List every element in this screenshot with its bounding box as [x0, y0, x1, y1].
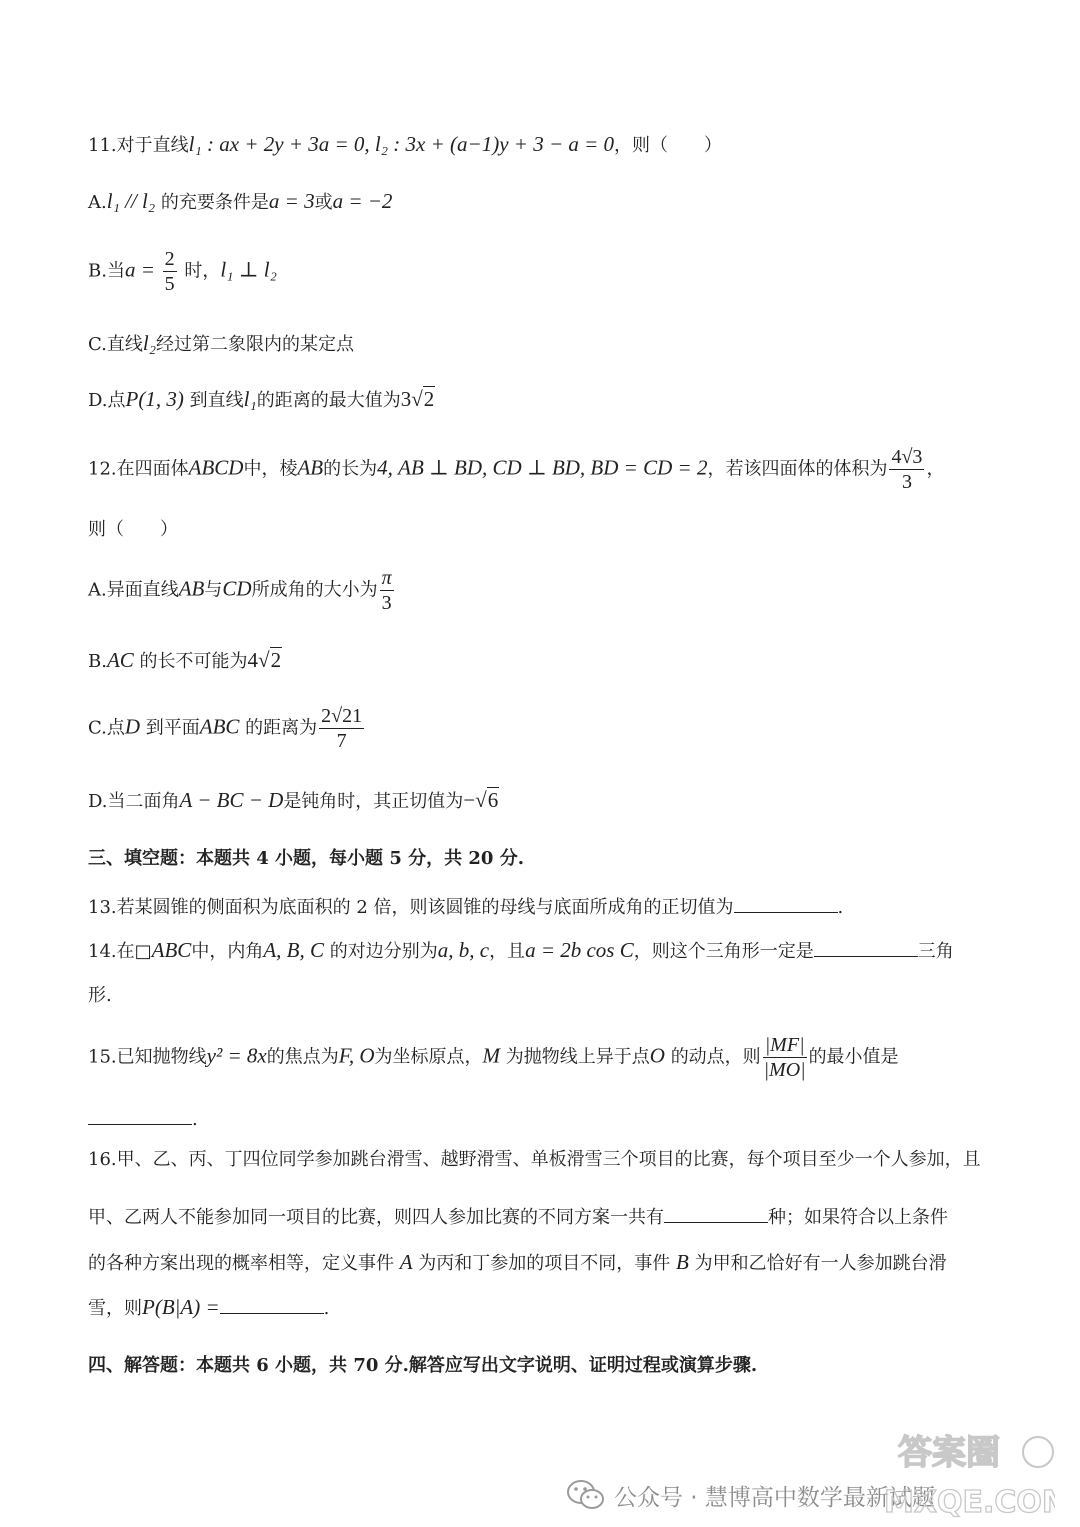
stamp-logo [880, 1426, 1055, 1521]
fraction: $\frac{\pi}{3}$ [381, 567, 392, 614]
q11-option-c: C.直线l₂经过第二象限内的某定点 [88, 331, 354, 355]
q11-equations: l₁ : ax + 2y + 3a = 0, l₂ : 3x + (a−1)y + 3 − a = 0 [188, 132, 615, 156]
q12-option-c: C.点D 到平面ABC 的距离为 $\frac{2√21}{7}$ [88, 705, 363, 752]
fraction: $\frac{|MF|}{|MO|}$ [763, 1034, 806, 1081]
q13: 13.若某圆锥的侧面积为底面积的 2 倍，则该圆锥的母线与底面所成角的正切值为 . [88, 897, 844, 918]
q14: 14.在□ABC中，内角A, B, C 的对边分别为a, b, c，且a = 2b cos C，则这个三角形一定是 三角 [88, 938, 954, 962]
q15: 15.已知抛物线y² = 8x的焦点为F, O为坐标原点，M 为抛物线上异于点O 的动点，则 $\frac{|MF|}{|MO|}$ 的最小值是 [88, 1034, 899, 1081]
answer-blank [814, 940, 918, 957]
q16-line2: 甲、乙两人不能参加同一项目的比赛，则四人参加比赛的不同方案一共有 种；如果符合以上条件 [88, 1207, 948, 1228]
answer-blank [88, 1108, 192, 1125]
q11-stem: 11.对于直线l₁ : ax + 2y + 3a = 0, l₂ : 3x + (a−1)y + 3 − a = 0，则（ ） [88, 132, 723, 156]
q12-stem: 12.在四面体ABCD中，棱AB的长为4, AB ⊥ BD, CD ⊥ BD, BD = CD = 2，若该四面体的体积为 $\frac{4√3}{3}$ ， [88, 446, 945, 493]
q11-option-a: A.l₁ // l₂ 的充要条件是a = 3或a = −2 [88, 189, 393, 213]
q15-line2: . [88, 1108, 198, 1129]
q11-option-d: D.点P(1, 3) 到直线l₁的距离的最大值为3√2 [88, 387, 435, 411]
q16-line1: 16.甲、乙、丙、丁四位同学参加跳台滑雪、越野滑雪、单板滑雪三个项目的比赛，每个项目至少一个人参加，且 [88, 1149, 981, 1170]
q14-line2: 形. [88, 985, 112, 1006]
wechat-icon [566, 1478, 606, 1512]
answer-blank [664, 1206, 768, 1223]
answer-blank [734, 896, 838, 913]
triangle-symbol: □ [134, 941, 152, 962]
sqrt-expression: 4√2 [247, 648, 282, 672]
fraction: $\frac{2}{5}$ [164, 248, 175, 295]
section-4-heading: 四、解答题：本题共 6 小题，共 70 分.解答应写出文字说明、证明过程或演算步骤. [88, 1355, 758, 1376]
answer-blank [220, 1297, 324, 1314]
q12-stem-line2: 则（ ） [88, 519, 178, 540]
q12-option-b: B.AC 的长不可能为4√2 [88, 648, 282, 672]
sqrt-expression: −√6 [463, 788, 499, 812]
sqrt-expression: 3√2 [400, 387, 435, 411]
q12-conditions: 4, AB ⊥ BD, CD ⊥ BD, BD = CD = 2 [377, 455, 708, 480]
q12-option-a: A.异面直线AB与CD所成角的大小为 $\frac{\pi}{3}$ [88, 567, 392, 614]
fraction: $\frac{4√3}{3}$ [891, 446, 923, 493]
section-3-heading: 三、填空题：本题共 4 小题，每小题 5 分，共 20 分. [88, 848, 524, 869]
q12-option-d: D.当二面角A − BC − D是钝角时，其正切值为−√6 [88, 788, 499, 812]
q16-line3: 的各种方案出现的概率相等，定义事件 A 为丙和丁参加的项目不同，事件 B 为甲和乙恰好有一人参加跳台滑 [88, 1250, 947, 1274]
q11-option-b: B.当a = $\frac{2}{5}$ 时，l₁ ⊥ l₂ [88, 248, 277, 295]
q16-line4: 雪，则P(B|A) = . [88, 1295, 330, 1319]
svg-text:MXQE.COM: MXQE.COM [884, 1485, 1055, 1520]
svg-text:答案圈: 答案圈 [898, 1433, 1000, 1473]
watermark-text: 公众号 · 慧博高中数学最新试题 [614, 1484, 935, 1511]
fraction: $\frac{2√21}{7}$ [321, 705, 363, 752]
